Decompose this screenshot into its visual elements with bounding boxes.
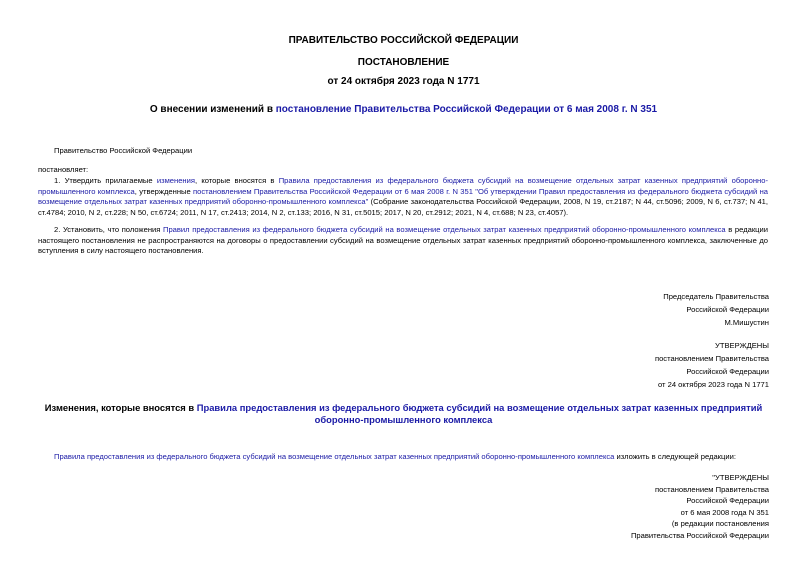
changes-title-text: Изменения, которые вносятся в (44, 402, 197, 413)
paragraph-1 (38, 176, 768, 219)
approved-line-4: от 24 октября 2023 года N 1771 (657, 380, 769, 389)
government-heading: ПРАВИТЕЛЬСТВО РОССИЙСКОЙ ФЕДЕРАЦИИ (288, 35, 519, 46)
approved2-line-3: Российской Федерации (686, 496, 769, 505)
approved-line-3: Российской Федерации (686, 367, 769, 376)
p1-text-3: , утвержденные (134, 186, 194, 196)
approved-line-2: постановлением Правительства (654, 354, 769, 363)
changes-title-link[interactable]: Правила предоставления из федерального бюджета субсидий на возмещение отдельных затрат казенных предприятий оборонно-промышленного комплекса (196, 402, 763, 425)
signature-name: М.Мишустин (724, 318, 769, 327)
approved-line-1: УТВЕРЖДЕНЫ (715, 341, 769, 350)
decides-label: постановляет: (38, 165, 89, 174)
p1-link-changes[interactable]: изменения (156, 176, 195, 185)
signature-block (663, 290, 769, 329)
document-date-number: от 24 октября 2023 года N 1771 (327, 76, 480, 87)
title-link[interactable]: постановление Правительства Российской Федерации от 6 мая 2008 г. N 351 (275, 104, 658, 115)
p1-text-1: 1. Утвердить прилагаемые (54, 176, 157, 185)
approved-block (655, 339, 769, 391)
document-title-text: О внесении изменений в (149, 104, 276, 115)
document-type: ПОСТАНОВЛЕНИЕ (357, 57, 450, 68)
signature-line-1: Председатель Правительства (663, 292, 769, 301)
p1-link-rules[interactable]: Правила предоставления из федерального бюджета субсидий на возмещение отдельных затрат казенных предприятий оборонно-промышленного комплекса (38, 176, 768, 196)
changes-intro-link[interactable]: Правила предоставления из федерального бюджета субсидий на возмещение отдельных затрат казенных предприятий оборонно-промышленного комплекса (54, 452, 615, 461)
approved2-line-5: (в редакции постановления (671, 519, 769, 528)
approved2-line-6: Правительства Российской Федерации (630, 530, 769, 540)
p2-text-2: в редакции настоящего постановления не распространяются на договоры о предоставлении субсидий на возмещение отдельных затрат казенных предприятий оборонно-промышленного комплекса, заключенные до вступления в силу настоящего постановления. (38, 225, 768, 256)
approved2-line-1: "УТВЕРЖДЕНЫ (712, 473, 769, 482)
approved-block-2 (631, 472, 769, 541)
document-title (0, 104, 807, 115)
approved2-line-4: от 6 мая 2008 года N 351 (680, 507, 769, 517)
government-name: Правительство Российской Федерации (54, 146, 193, 155)
paragraph-2 (38, 225, 768, 257)
approved2-line-2: постановлением Правительства (654, 484, 769, 494)
p1-link-decree[interactable]: постановлением Правительства Российской Федерации от 6 мая 2008 г. N 351 "Об утверждении Правил предоставления из федерального бюджета субсидий на возмещение отдельных затрат казенных предприятий оборонно-промышленного комплекса" (38, 186, 769, 207)
changes-intro (54, 452, 736, 463)
p1-text-2: , которые вносятся в (194, 176, 279, 185)
signature-line-2: Российской Федерации (686, 305, 769, 314)
p2-text-1: 2. Установить, что положения (54, 225, 163, 234)
p2-link-rules[interactable]: Правил предоставления из федерального бюджета субсидий на возмещение отдельных затрат казенных предприятий оборонно-промышленного комплекса (162, 225, 726, 234)
changes-title (30, 402, 777, 426)
changes-intro-text: изложить в следующей редакции: (614, 452, 736, 461)
p1-text-4: (Собрание законодательства Российской Федерации, 2008, N 19, ст.2187; N 44, ст.5096; 2009, N 6, ст.737; N 41, ст.4784; 2010, N 2, ст.228; N 50, ст.6724; 2011, N 17, ст.2413; 2014, N 2, ст.133; 2016, N 31, ст.5015; 2017, N 20, ст.2912; 2021, N 4, ст.688; N 23, ст.4057). (38, 197, 768, 218)
